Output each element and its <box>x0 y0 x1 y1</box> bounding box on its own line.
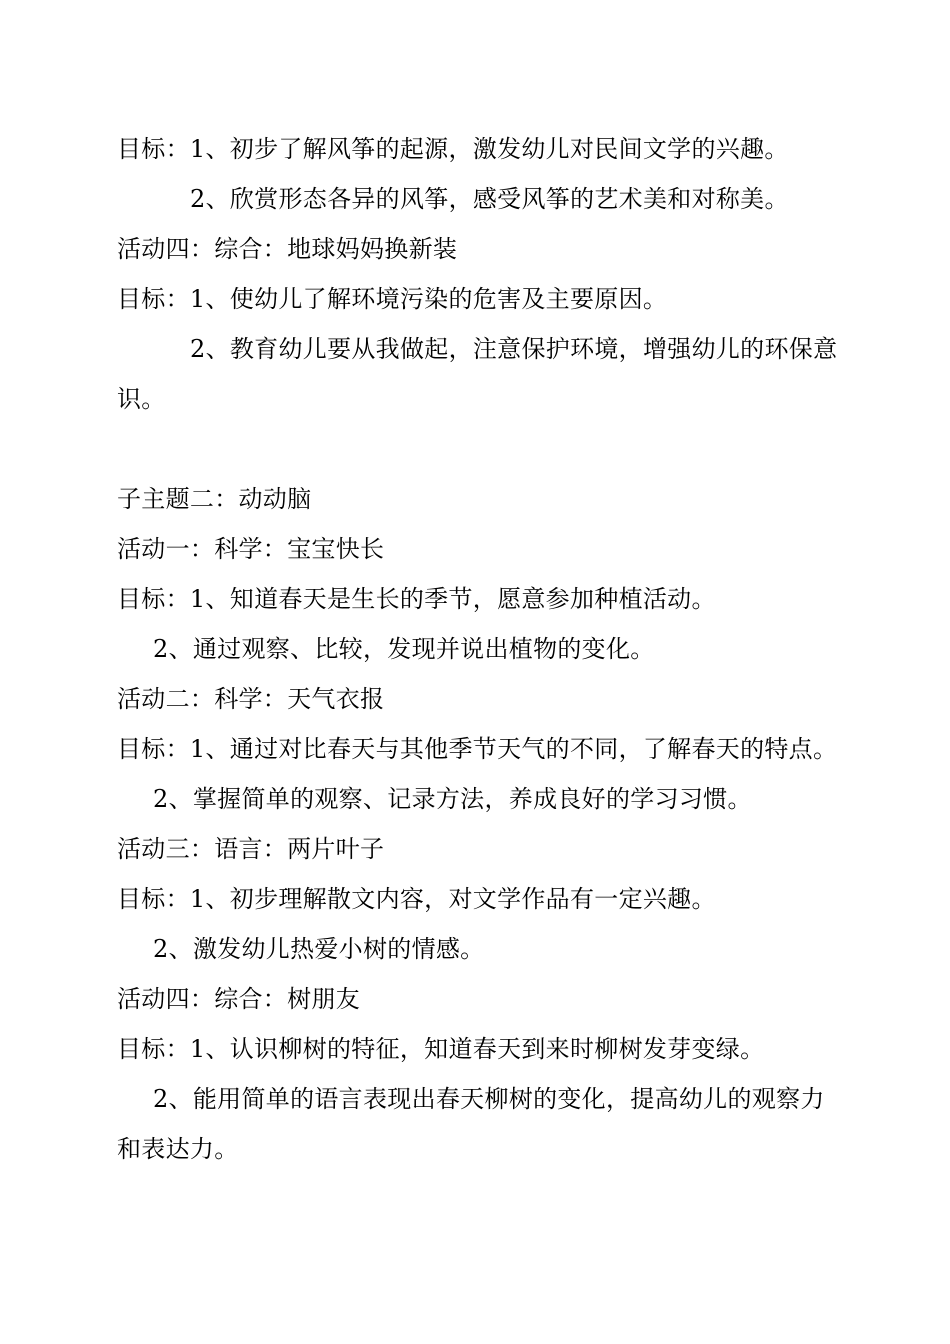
activity-title: 活动一：科学：宝宝快长 <box>117 535 385 563</box>
activity-title: 活动四：综合：树朋友 <box>117 985 360 1013</box>
goal-line: 2、欣赏形态各异的风筝，感受风筝的艺术美和对称美。 <box>190 185 789 213</box>
goal-line: 2、能用简单的语言表现出春天柳树的变化，提高幼儿的观察力 <box>153 1085 825 1113</box>
goal-line: 2、通过观察、比较，发现并说出植物的变化。 <box>153 635 655 663</box>
goal-line: 目标：1、初步了解风筝的起源，激发幼儿对民间文学的兴趣。 <box>117 135 789 163</box>
activity-title: 活动二：科学：天气衣报 <box>117 685 385 713</box>
subtheme-title: 子主题二：动动脑 <box>117 485 312 513</box>
goal-line: 目标：1、使幼儿了解环境污染的危害及主要原因。 <box>117 285 668 313</box>
activity-title: 活动三：语言：两片叶子 <box>117 835 385 863</box>
goal-line: 2、教育幼儿要从我做起，注意保护环境，增强幼儿的环保意 <box>190 335 838 363</box>
goal-line-continuation: 和表达力。 <box>117 1135 239 1163</box>
goal-line: 目标：1、通过对比春天与其他季节天气的不同，了解春天的特点。 <box>117 735 838 763</box>
activity-title: 活动四：综合：地球妈妈换新装 <box>117 235 458 263</box>
goal-line: 目标：1、知道春天是生长的季节，愿意参加种植活动。 <box>117 585 716 613</box>
goal-line: 目标：1、认识柳树的特征，知道春天到来时柳树发芽变绿。 <box>117 1035 765 1063</box>
goal-line: 2、掌握简单的观察、记录方法，养成良好的学习习惯。 <box>153 785 752 813</box>
goal-line: 目标：1、初步理解散文内容，对文学作品有一定兴趣。 <box>117 885 716 913</box>
goal-line: 2、激发幼儿热爱小树的情感。 <box>153 935 485 963</box>
goal-line-continuation: 识。 <box>117 385 166 413</box>
